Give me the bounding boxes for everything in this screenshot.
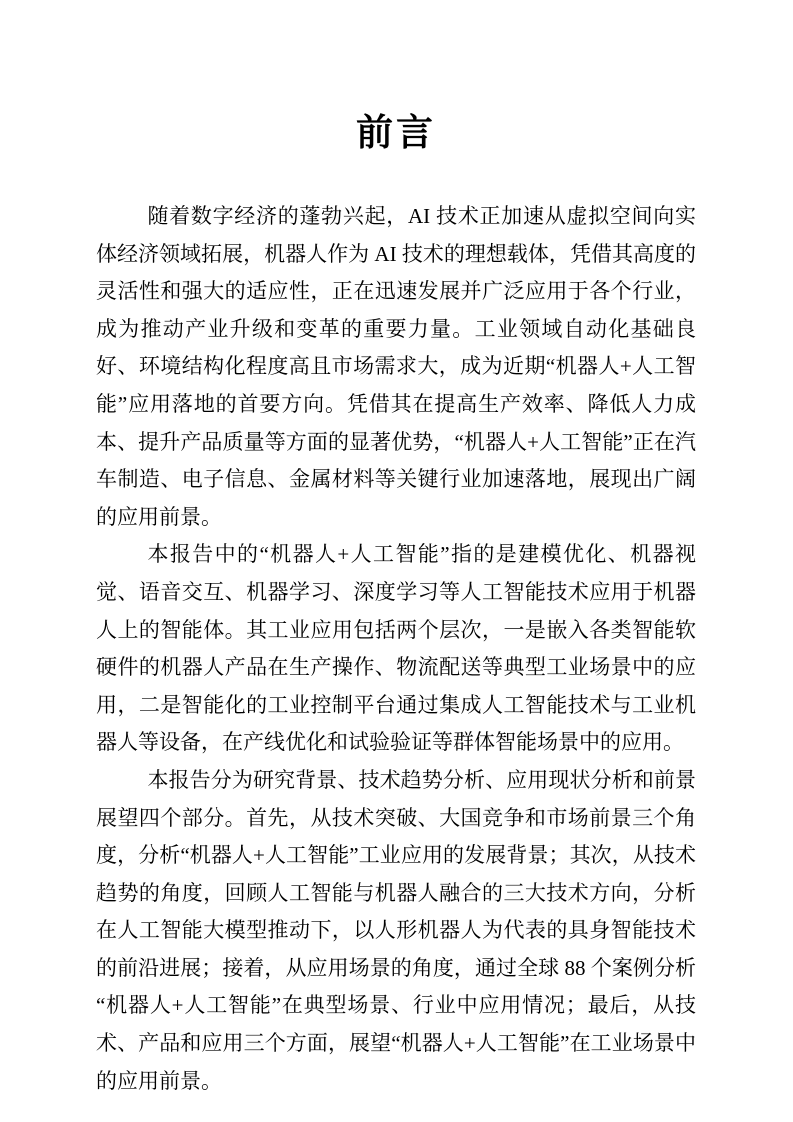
paragraph-report-structure: 本报告分为研究背景、技术趋势分析、应用现状分析和前景展望四个部分。首先，从技术突破、大国竞争和市场前景三个角度，分析“机器人+人工智能”工业应用的发展背景；其次，从技术趋势的角度，回顾人工智能与机器人融合的三大技术方向，分析在人工智能大模型推动下，以人形机器人为代表的具身智能技术的前沿进展；接着，从应用场景的角度，通过全球 88 个案例分析“机器人+人工智能”在典型场景、行业中应用情况；最后，从技术、产品和应用三个方面，展望“机器人+人工智能”在工业场景中的应用前景。 <box>96 767 696 1093</box>
document-body <box>96 198 696 1100</box>
paragraph-definition: 本报告中的“机器人+人工智能”指的是建模优化、机器视觉、语音交互、机器学习、深度学习等人工智能技术应用于机器人上的智能体。其工业应用包括两个层次，一是嵌入各类智能软硬件的机器人产品在生产操作、物流配送等典型工业场景中的应用，二是智能化的工业控制平台通过集成人工智能技术与工业机器人等设备，在产线优化和试验验证等群体智能场景中的应用。 <box>96 542 696 755</box>
page-title: 前言 <box>356 113 436 154</box>
paragraph-intro: 随着数字经济的蓬勃兴起，AI 技术正加速从虚拟空间向实体经济领域拓展，机器人作为 AI 技术的理想载体，凭借其高度的灵活性和强大的适应性，正在迅速发展并广泛应用于各个行业，成为推动产业升级和变革的重要力量。工业领域自动化基础良好、环境结构化程度高且市场需求大，成为近期“机器人+人工智能”应用落地的首要方向。凭借其在提高生产效率、降低人力成本、提升产品质量等方面的显著优势，“机器人+人工智能”正在汽车制造、电子信息、金属材料等关键行业加速落地，展现出广阔的应用前景。 <box>96 204 696 529</box>
